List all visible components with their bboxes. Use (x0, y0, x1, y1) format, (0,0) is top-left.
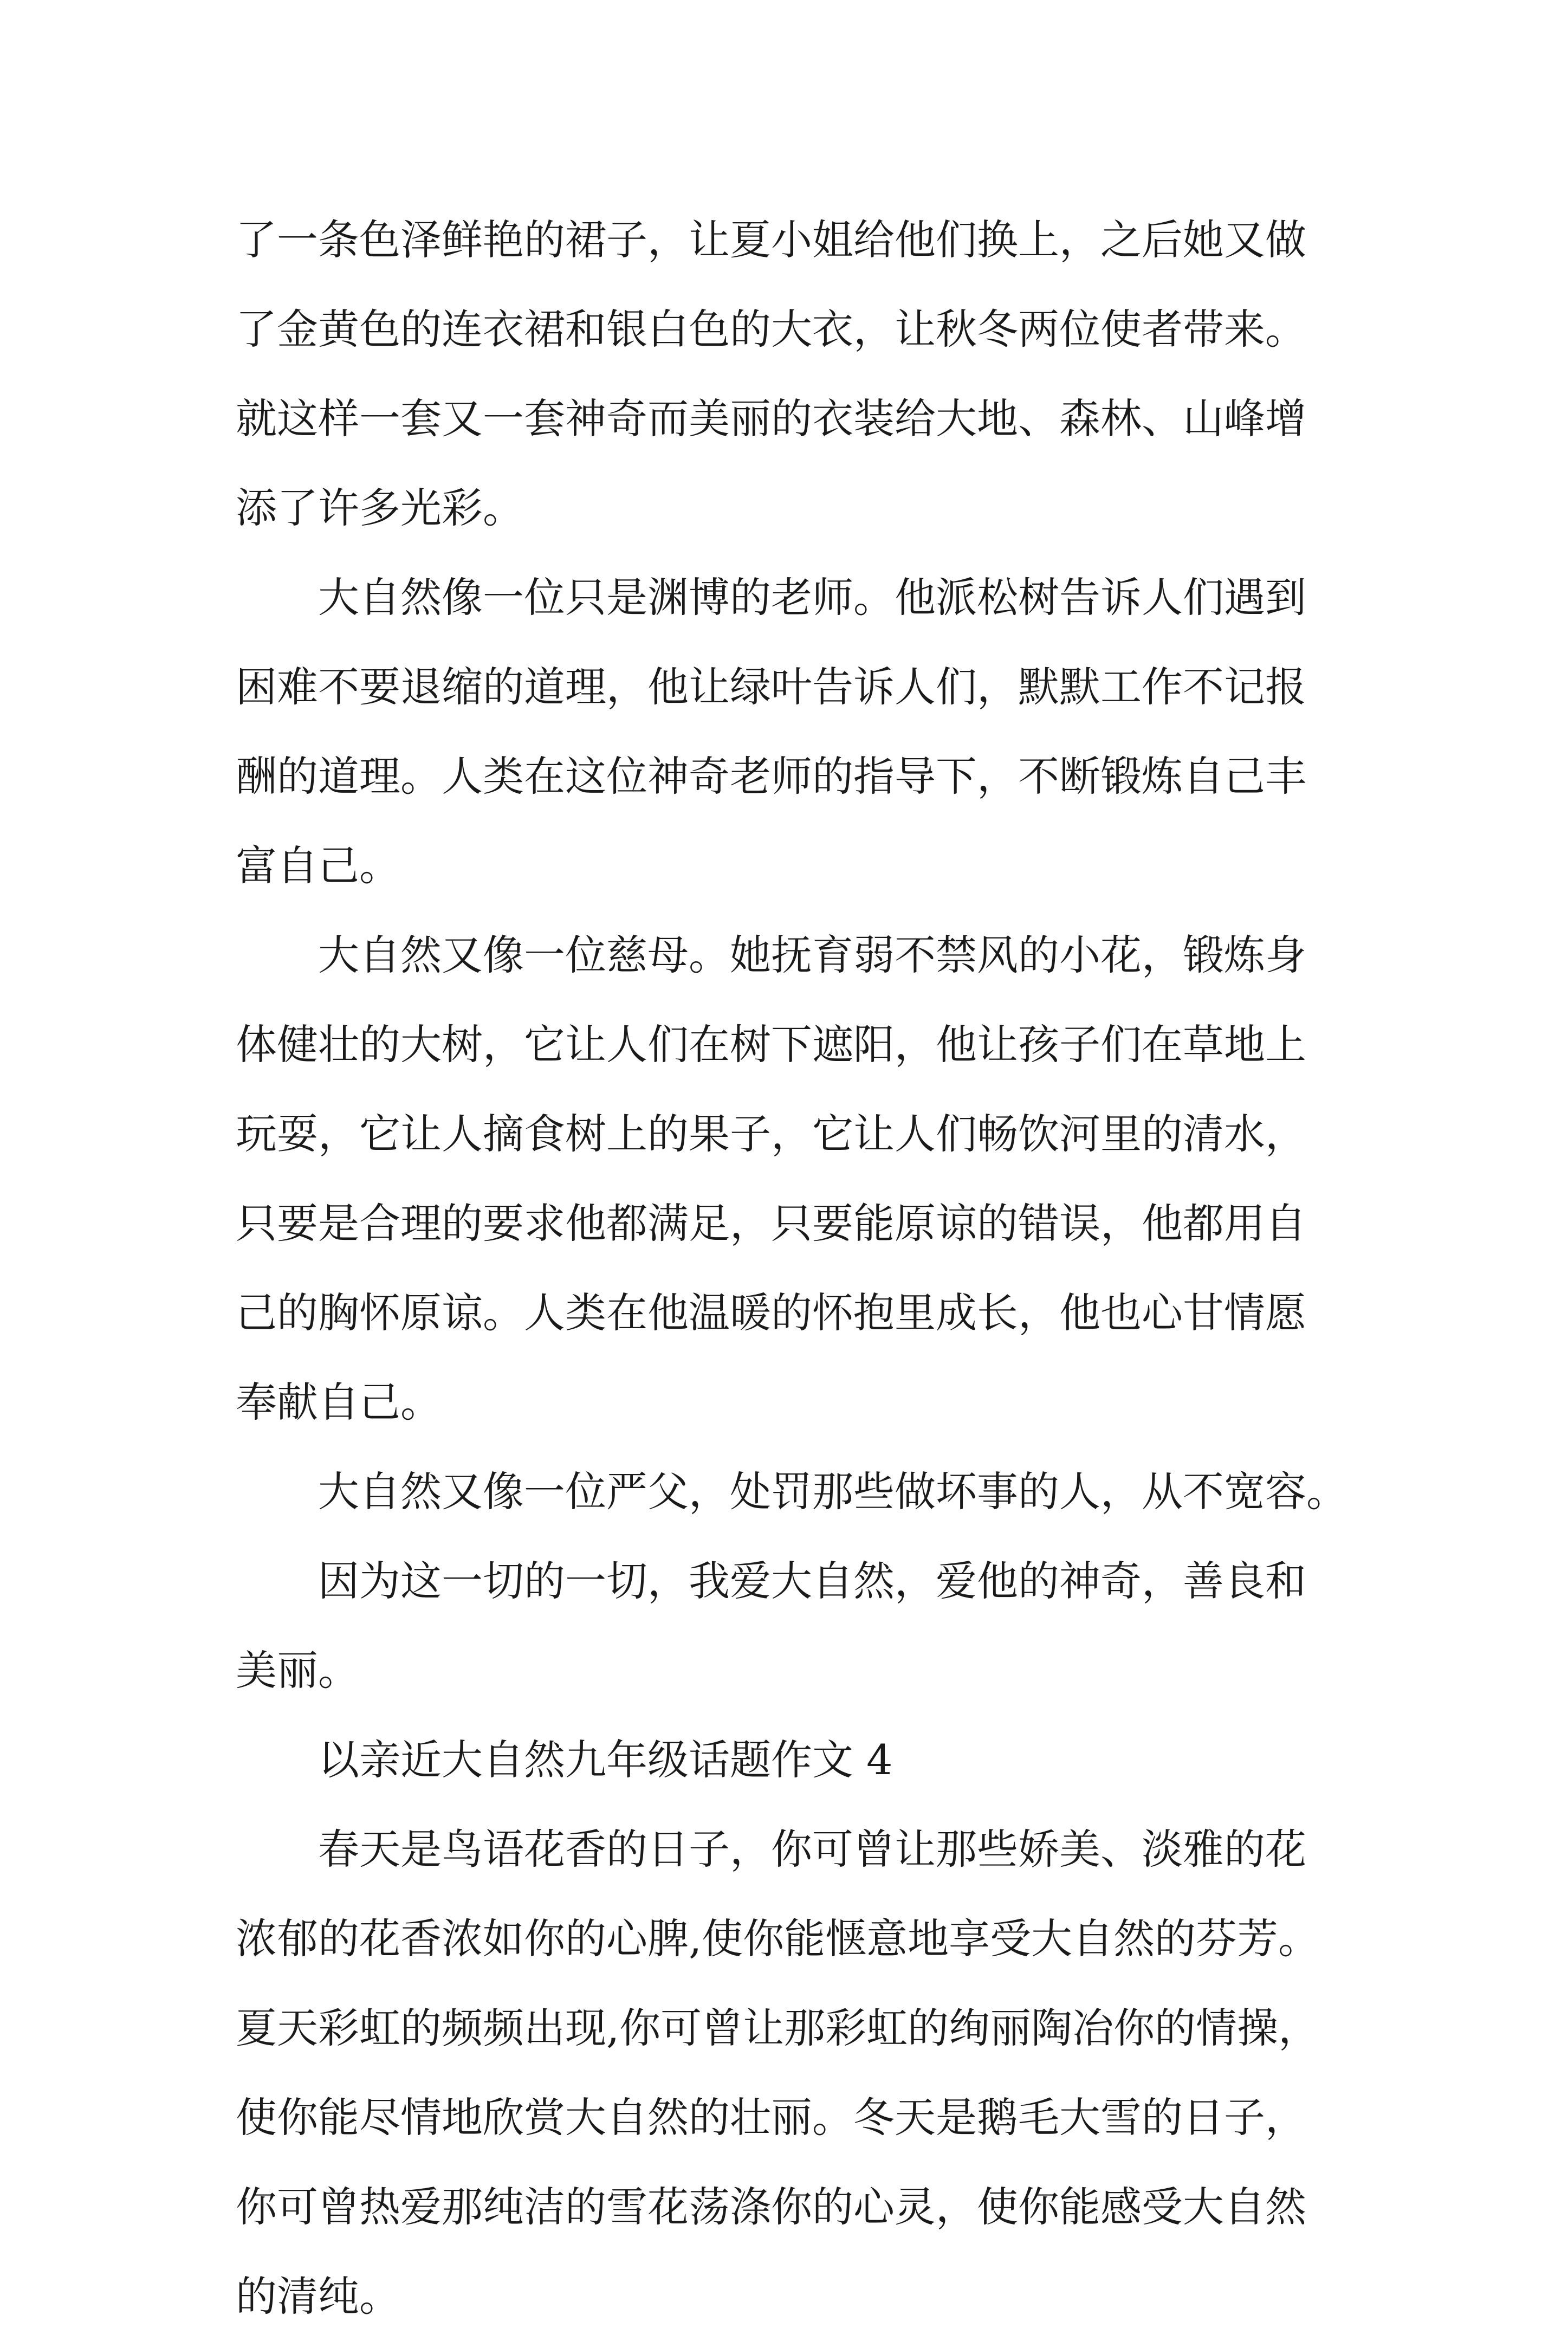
text-line: 夏天彩虹的频频出现,你可曾让那彩虹的绚丽陶冶你的情操， (236, 2004, 1320, 2052)
text-line: 美丽。 (236, 1646, 359, 1695)
text-line: 浓郁的花香浓如你的心脾,使你能惬意地享受大自然的芬芳。 (236, 1915, 1320, 1963)
text-line: 添了许多光彩。 (236, 484, 524, 532)
text-line: 使你能尽情地欣赏大自然的壮丽。冬天是鹅毛大雪的日子， (236, 2093, 1306, 2142)
text-line: 己的胸怀原谅。人类在他温暖的怀抱里成长，他也心甘情愿 (236, 1289, 1306, 1337)
text-line: 的清纯。 (236, 2272, 400, 2320)
text-line: 只要是合理的要求他都满足，只要能原谅的错误，他都用自 (236, 1199, 1306, 1247)
text-line: 奉献自己。 (236, 1378, 442, 1426)
text-line: 了金黄色的连衣裙和银白色的大衣，让秋冬两位使者带来。 (236, 305, 1306, 353)
paragraph-start-line: 春天是鸟语花香的日子，你可曾让那些娇美、淡雅的花 (318, 1825, 1306, 1873)
section-heading: 以亲近大自然九年级话题作文 4 (318, 1736, 893, 1784)
text-line: 就这样一套又一套神奇而美丽的衣装给大地、森林、山峰增 (236, 395, 1306, 443)
text-line: 体健壮的大树，它让人们在树下遮阳，他让孩子们在草地上 (236, 1020, 1306, 1069)
body-text (236, 195, 1347, 2341)
paragraph-start-line: 大自然像一位只是渊博的老师。他派松树告诉人们遇到 (318, 573, 1306, 622)
text-line: 你可曾热爱那纯洁的雪花荡涤你的心灵，使你能感受大自然 (236, 2183, 1306, 2231)
paragraph-start-line: 大自然又像一位慈母。她抚育弱不禁风的小花，锻炼身 (318, 931, 1306, 979)
text-line: 酬的道理。人类在这位神奇老师的指导下，不断锻炼自己丰 (236, 752, 1306, 800)
text-line: 玩耍，它让人摘食树上的果子，它让人们畅饮河里的清水， (236, 1110, 1306, 1158)
paragraph-start-line: 大自然又像一位严父，处罚那些做坏事的人，从不宽容。 (318, 1467, 1347, 1516)
text-line: 了一条色泽鲜艳的裙子，让夏小姐给他们换上，之后她又做 (236, 216, 1306, 264)
text-line: 富自己。 (236, 842, 400, 890)
text-line: 困难不要退缩的道理，他让绿叶告诉人们，默默工作不记报 (236, 663, 1306, 711)
paragraph-start-line: 因为这一切的一切，我爱大自然，爱他的神奇，善良和 (318, 1557, 1306, 1605)
